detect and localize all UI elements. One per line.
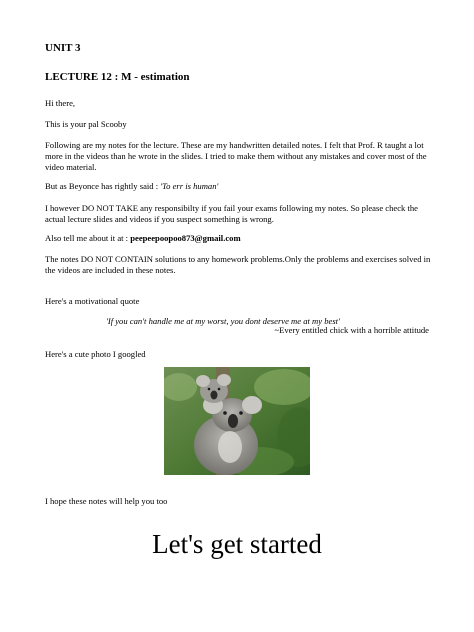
email-address: peepeepoopoo873@gmail.com xyxy=(130,233,241,243)
photo-intro: Here's a cute photo I googled xyxy=(45,349,146,359)
quote-intro: Here's a motivational quote xyxy=(45,296,140,306)
homework-notice: The notes DO NOT CONTAIN solutions to any homework problems.Only the problems and exercises solved in the videos are included in these notes. xyxy=(45,254,431,275)
call-to-action-heading: Let's get started xyxy=(152,529,322,559)
motivational-quote: 'If you can't handle me at my worst, you dont deserve me at my best' xyxy=(106,316,340,326)
unit-heading: UNIT 3 xyxy=(45,42,81,54)
beyonce-line xyxy=(45,181,218,192)
beyonce-quote: 'To err is human' xyxy=(160,181,219,191)
disclaimer-paragraph: I however DO NOT TAKE any responsibilty if you fail your exams following my notes. So please check the actual lecture slides and videos if you suspect something is wrong. xyxy=(45,203,418,224)
contact-line xyxy=(45,233,241,244)
closing-text: I hope these notes will help you too xyxy=(45,496,168,506)
contact-prefix: Also tell me about it at : xyxy=(45,233,131,243)
quote-attribution: ~Every entitled chick with a horrible attitude xyxy=(274,325,429,335)
notes-paragraph: Following are my notes for the lecture. These are my handwritten detailed notes. I felt that Prof. R taught a lot more in the videos than he wrote in the slides. I tried to make them without any mistakes and cover most of the video material. xyxy=(45,140,427,172)
koala-photo xyxy=(164,367,310,475)
intro-text: This is your pal Scooby xyxy=(45,119,127,129)
greeting-text: Hi there, xyxy=(45,98,76,108)
lecture-title: LECTURE 12 : M - estimation xyxy=(45,71,190,83)
beyonce-prefix: But as Beyonce has rightly said : xyxy=(45,181,161,191)
